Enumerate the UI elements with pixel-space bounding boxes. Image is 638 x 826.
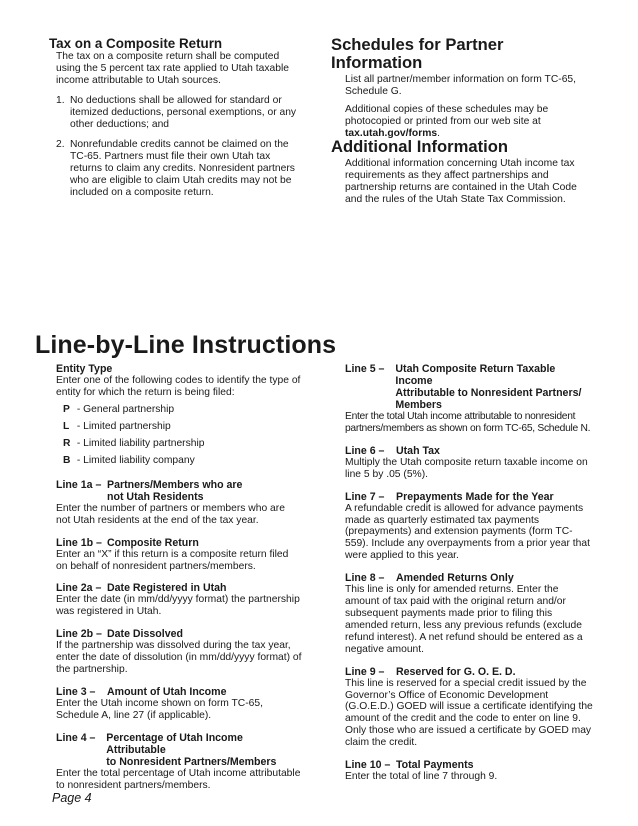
list-item: B - Limited liability company (63, 454, 195, 466)
line-5-text: Enter the total Utah income attributable to nonresident partners/members as shown on form TC-65, Schedule N. (345, 411, 591, 434)
right-column (345, 363, 593, 783)
line-8-text: This line is only for amended returns. Enter the amount of tax paid with the original return and/or subsequent payments made prior to filing this amended return, less any previous refunds (exclude refund interest). A net refund should be entered as a negative amount. (345, 584, 583, 655)
line-1a-title: Line 1a – Partners/Members who are not Utah Residents (56, 478, 243, 503)
line-2a-title: Line 2a – Date Registered in Utah (56, 582, 227, 595)
line-7-text: A refundable credit is allowed for advance payments made as quarterly estimated tax payments (prepayments) and extension payments (form TC-559). Include any overpayments from a prior year that were applied to this year. (345, 502, 590, 562)
line-1b-text: Enter an “X” if this return is a composite return filed on behalf of nonresident partners/members. (56, 548, 289, 572)
line-4-title: Line 4 – Percentage of Utah Income Attributable to Nonresident Partners/Members (56, 731, 277, 768)
line-1b-title: Line 1b – Composite Return (56, 536, 199, 549)
line-5-title: Line 5 – Utah Composite Return Taxable Income Attributable to Nonresident Partners/ Members (345, 363, 582, 411)
page-number: Page 4 (52, 791, 92, 805)
line-10-block (345, 759, 593, 783)
schedules-text-2: Additional copies of these schedules may be photocopied or printed from our web site at tax.utah.gov/forms. (345, 103, 549, 139)
entity-codes (63, 404, 302, 472)
line-7-block (345, 491, 593, 563)
line-10-text: Enter the total of line 7 through 9. (345, 771, 498, 783)
list-item: 2. Nonrefundable credits cannot be claimed on the TC-65. Partners must file their own Utah tax returns to claim any credits. Nonresident partners who are eligible to claim Utah credits may not be included on a composite return. (56, 139, 295, 199)
entity-type-title: Entity Type (56, 363, 113, 375)
line-3-text: Enter the Utah income shown on form TC-65, Schedule A, line 27 (if applicable). (56, 697, 263, 721)
tax-composite-heading: Tax on a Composite Return (49, 36, 223, 51)
line-8-title: Line 8 – Amended Returns Only (345, 572, 514, 585)
line-9-block (345, 666, 593, 749)
list-item: L - Limited partnership (63, 420, 171, 432)
entity-type-text: Enter one of the following codes to identify the type of entity for which the return is being filed: (56, 375, 301, 398)
line-2b-text: If the partnership was dissolved during the tax year, enter the date of dissolution (in mm/dd/yyyy format) of the partnership. (56, 640, 302, 676)
line-9-title: Line 9 – Reserved for G. O. E. D. (345, 665, 516, 678)
list-item: R - Limited liability partnership (63, 437, 205, 449)
additional-heading: Additional Information (331, 137, 508, 156)
line-5-block (345, 363, 593, 435)
line-3-title: Line 3 – Amount of Utah Income (56, 685, 227, 698)
forms-link[interactable]: tax.utah.gov/forms (345, 127, 438, 139)
line-1a-block (56, 479, 302, 527)
line-4-text: Enter the total percentage of Utah income attributable to nonresident partners/members. (56, 767, 301, 791)
tax-composite-intro: The tax on a composite return shall be computed using the 5 percent tax rate applied to Utah taxable income attributable to Utah sources. (56, 51, 289, 86)
schedules-section (331, 36, 593, 140)
line-2b-title: Line 2b – Date Dissolved (56, 628, 183, 641)
left-column (56, 363, 302, 792)
line-10-title: Line 10 – Total Payments (345, 759, 474, 772)
line-6-text: Multiply the Utah composite return taxable income on line 5 by .05 (5%). (345, 456, 588, 480)
line-6-block (345, 445, 593, 481)
line-2b-block (56, 628, 302, 676)
entity-type-block (56, 363, 302, 472)
line-8-block (345, 572, 593, 655)
line-9-text: This line is reserved for a special credit issued by the Governor’s Office of Economic Development (G.O.E.D.) GOED will issue a certificate identifying the amount of the credit and the code to enter on line 9. Only those who are issued a certificate by GOED may claim the credit. (345, 677, 593, 749)
line-3-block (56, 686, 302, 722)
line-7-title: Line 7 – Prepayments Made for the Year (345, 490, 554, 503)
schedules-heading: Schedules for Partner Information (331, 35, 504, 72)
tax-composite-section (49, 36, 301, 199)
line-2a-block (56, 582, 302, 618)
page-title: Line-by-Line Instructions (35, 331, 337, 359)
list-item: P - General partnership (63, 403, 175, 415)
schedules-text: List all partner/member information on form TC-65, Schedule G. (345, 74, 577, 97)
line-6-title: Line 6 – Utah Tax (345, 444, 440, 457)
line-1b-block (56, 537, 302, 573)
additional-section (331, 138, 593, 206)
additional-text: Additional information concerning Utah income tax requirements as they affect partnerships and partnership returns are contained in the Utah Code and the rules of the Utah State Tax Commission. (345, 158, 577, 205)
list-item: 1. No deductions shall be allowed for standard or itemized deductions, personal exemptions, or any other deductions; and (56, 94, 297, 130)
tax-composite-list (56, 95, 301, 199)
line-1a-text: Enter the number of partners or members who are not Utah residents at the end of the tax year. (56, 502, 285, 526)
line-2a-text: Enter the date (in mm/dd/yyyy format) the partnership was registered in Utah. (56, 594, 300, 618)
line-4-block (56, 732, 302, 792)
